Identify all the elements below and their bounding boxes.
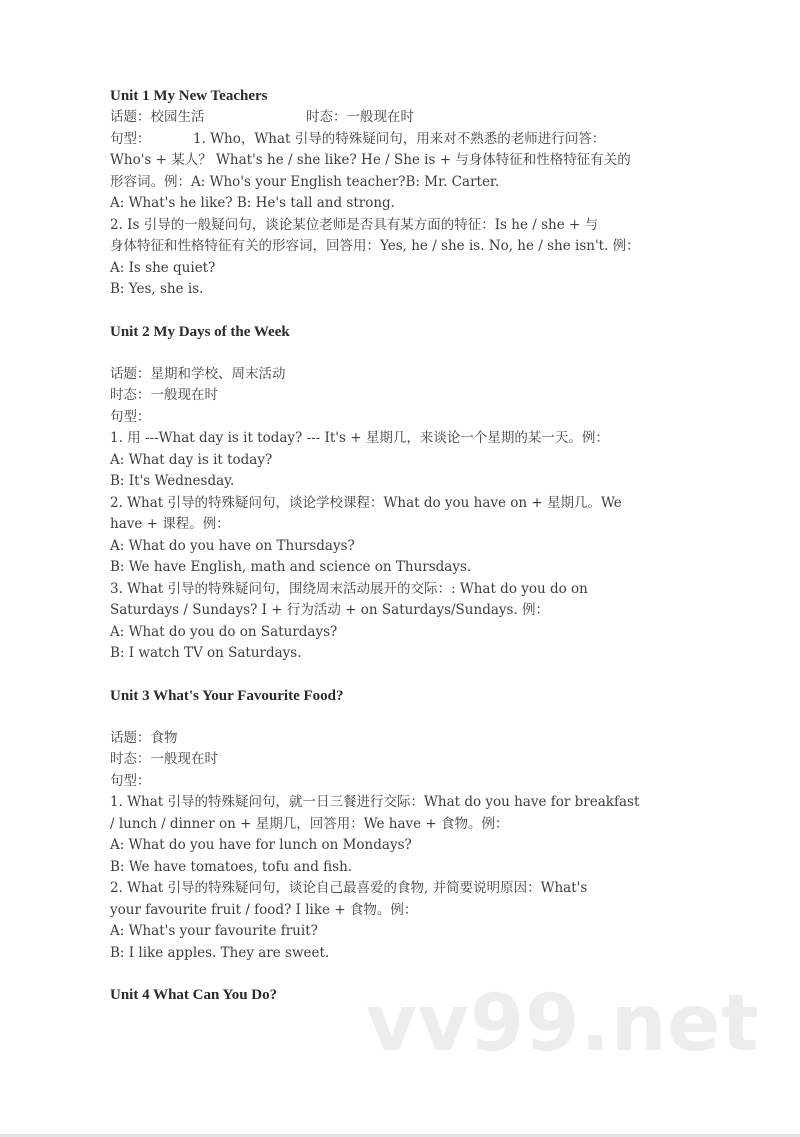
document-content	[110, 86, 690, 1006]
section-gap	[110, 665, 690, 686]
unit-3-pattern-label: 句型：	[110, 772, 151, 789]
unit-3-title: Unit 3 What's Your Favourite Food?	[110, 687, 344, 704]
unit-3-tense: 时态：一般现在时	[110, 751, 218, 767]
unit-1-line: 2. Is 引导的一般疑问句，谈论某位老师是否具有某方面的特征：Is he / she + 与	[110, 216, 599, 233]
unit-1-line: A: Is she quiet?	[110, 259, 216, 276]
unit-1-pattern-line	[110, 129, 690, 151]
unit-3-line: your favourite fruit / food? I like + 食物。例：	[110, 901, 418, 918]
unit-4-title: Unit 4 What Can You Do?	[110, 987, 278, 1003]
unit-3-line: B: I like apples. They are sweet.	[110, 944, 330, 961]
watermark-logo: vv99.net	[366, 979, 760, 1069]
unit-2-line: B: We have English, math and science on Thursdays.	[110, 559, 472, 575]
unit-1-topic: 话题：校园生活	[110, 109, 205, 125]
unit-2-pattern-label: 句型：	[110, 408, 151, 425]
unit-3-line: 1. What 引导的特殊疑问句，就一日三餐进行交际：What do you have for breakfast	[110, 794, 640, 810]
unit-2-line: 1. 用 ---What day is it today? --- It's + 星期几，来谈论一个星期的某一天。例：	[110, 430, 609, 446]
unit-3-line: / lunch / dinner on + 星期几，回答用：We have + 食物。例：	[110, 815, 509, 832]
unit-1-title: Unit 1 My New Teachers	[110, 88, 268, 104]
unit-1-line: A: What's he like? B: He's tall and strong.	[110, 195, 395, 211]
unit-2-line: B: I watch TV on Saturdays.	[110, 645, 302, 661]
title-gap	[110, 707, 690, 728]
unit-2-title: Unit 2 My Days of the Week	[110, 323, 290, 340]
unit-2-line: 2. What 引导的特殊疑问句，谈论学校课程：What do you have on + 星期几。We	[110, 494, 622, 511]
unit-2-line: A: What do you have on Thursdays?	[110, 537, 355, 554]
unit-2-line: have + 课程。例：	[110, 516, 230, 532]
unit-3-topic: 话题：食物	[110, 729, 178, 746]
unit-1-line: B: Yes, she is.	[110, 281, 204, 297]
title-gap	[110, 343, 690, 364]
unit-2-line: A: What do you do on Saturdays?	[110, 623, 338, 640]
unit-1-line: Who's + 某人？ What's he / she like? He / She is + 与身体特征和性格特征有关的	[110, 152, 631, 168]
unit-3-line: A: What's your favourite fruit?	[110, 923, 318, 939]
unit-1-tense: 时态：一般现在时	[306, 109, 414, 125]
section-gap	[110, 301, 690, 322]
unit-2-line: 3. What 引导的特殊疑问句，围绕周末活动展开的交际：: What do you do on	[110, 580, 588, 597]
unit-2-line: A: What day is it today?	[110, 451, 273, 468]
unit-2-line: Saturdays / Sundays? I + 行为活动 + on Saturdays/Sundays. 例：	[110, 602, 550, 618]
unit-2-topic: 话题：星期和学校、周末活动	[110, 365, 286, 382]
unit-1-pattern-label: 句型：	[110, 130, 151, 147]
unit-3-line: B: We have tomatoes, tofu and fish.	[110, 858, 353, 875]
unit-3-line: 2. What 引导的特殊疑问句，谈论自己最喜爱的食物, 并简要说明原因：What's	[110, 880, 588, 896]
unit-2-tense: 时态：一般现在时	[110, 387, 218, 403]
unit-1-line: 身体特征和性格特征有关的形容词，回答用：Yes, he / she is. No, he / she isn't. 例：	[110, 238, 640, 254]
unit-1-line: 1. Who，What 引导的特殊疑问句，用来对不熟悉的老师进行问答：	[193, 130, 606, 147]
unit-1-topic-tense-row	[110, 107, 690, 129]
unit-2-line: B: It's Wednesday.	[110, 473, 235, 489]
unit-3-line: A: What do you have for lunch on Mondays?	[110, 837, 412, 853]
unit-1-line: 形容词。例：A: Who's your English teacher?B: Mr. Carter.	[110, 173, 500, 190]
